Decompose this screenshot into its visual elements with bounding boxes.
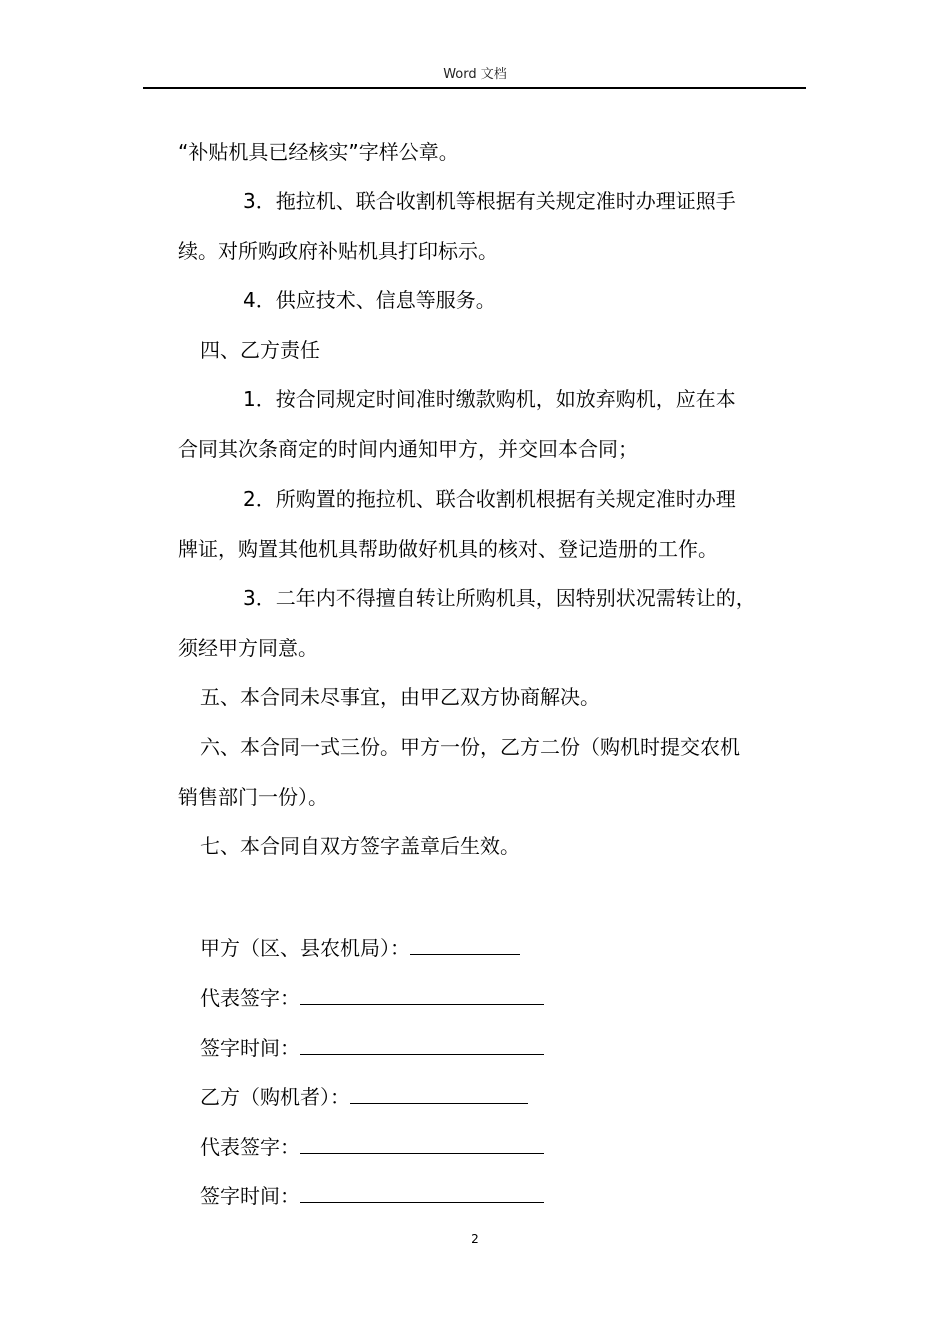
signature-label-party-a: 甲方（区、县农机局）： bbox=[200, 936, 410, 960]
signature-label-party-b: 乙方（购机者）： bbox=[200, 1085, 350, 1109]
paragraph-b-item-2-line1: 2．所购置的拖拉机、联合收割机根据有关规定准时办理 bbox=[243, 487, 736, 511]
signature-row-party-a bbox=[200, 932, 520, 961]
paragraph-b-item-2-line2: 牌证，购置其他机具帮助做好机具的核对、登记造册的工作。 bbox=[178, 537, 718, 561]
paragraph-item-3-line2: 续。对所购政府补贴机具打印标示。 bbox=[178, 239, 498, 263]
signature-line-party-b-time[interactable] bbox=[300, 1180, 544, 1203]
page-header-title: Word 文档 bbox=[443, 67, 507, 82]
paragraph-stamp-note: “补贴机具已经核实”字样公章。 bbox=[178, 140, 459, 164]
signature-line-party-a-rep[interactable] bbox=[300, 982, 544, 1005]
signature-row-party-b bbox=[200, 1081, 528, 1110]
paragraph-b-item-1-line1: 1．按合同规定时间准时缴款购机，如放弃购机，应在本 bbox=[243, 387, 736, 411]
signature-line-party-a-time[interactable] bbox=[300, 1032, 544, 1055]
signature-line-party-b[interactable] bbox=[350, 1081, 528, 1104]
signature-row-party-b-time bbox=[200, 1180, 544, 1209]
paragraph-b-item-3-line1: 3．二年内不得擅自转让所购机具，因特别状况需转让的， bbox=[243, 586, 756, 610]
section-heading-party-b-duties: 四、乙方责任 bbox=[200, 338, 320, 362]
signature-label-party-a-time: 签字时间： bbox=[200, 1036, 300, 1060]
page-number: 2 bbox=[471, 1232, 479, 1246]
signature-line-party-a[interactable] bbox=[410, 932, 520, 955]
signature-row-party-a-rep bbox=[200, 982, 544, 1011]
paragraph-item-3-line1: 3．拖拉机、联合收割机等根据有关规定准时办理证照手 bbox=[243, 189, 736, 213]
signature-label-party-b-rep: 代表签字： bbox=[200, 1135, 300, 1159]
section-six-line1: 六、本合同一式三份。甲方一份，乙方二份（购机时提交农机 bbox=[200, 735, 740, 759]
paragraph-item-4: 4．供应技术、信息等服务。 bbox=[243, 288, 496, 312]
signature-row-party-b-rep bbox=[200, 1131, 544, 1160]
signature-line-party-b-rep[interactable] bbox=[300, 1131, 544, 1154]
header-divider bbox=[143, 87, 806, 89]
signature-label-party-a-rep: 代表签字： bbox=[200, 986, 300, 1010]
section-five: 五、本合同未尽事宜，由甲乙双方协商解决。 bbox=[200, 685, 600, 709]
section-seven: 七、本合同自双方签字盖章后生效。 bbox=[200, 834, 520, 858]
paragraph-b-item-3-line2: 须经甲方同意。 bbox=[178, 636, 318, 660]
signature-label-party-b-time: 签字时间： bbox=[200, 1184, 300, 1208]
signature-row-party-a-time bbox=[200, 1032, 544, 1061]
section-six-line2: 销售部门一份）。 bbox=[178, 785, 328, 809]
paragraph-b-item-1-line2: 合同其次条商定的时间内通知甲方，并交回本合同； bbox=[178, 437, 638, 461]
